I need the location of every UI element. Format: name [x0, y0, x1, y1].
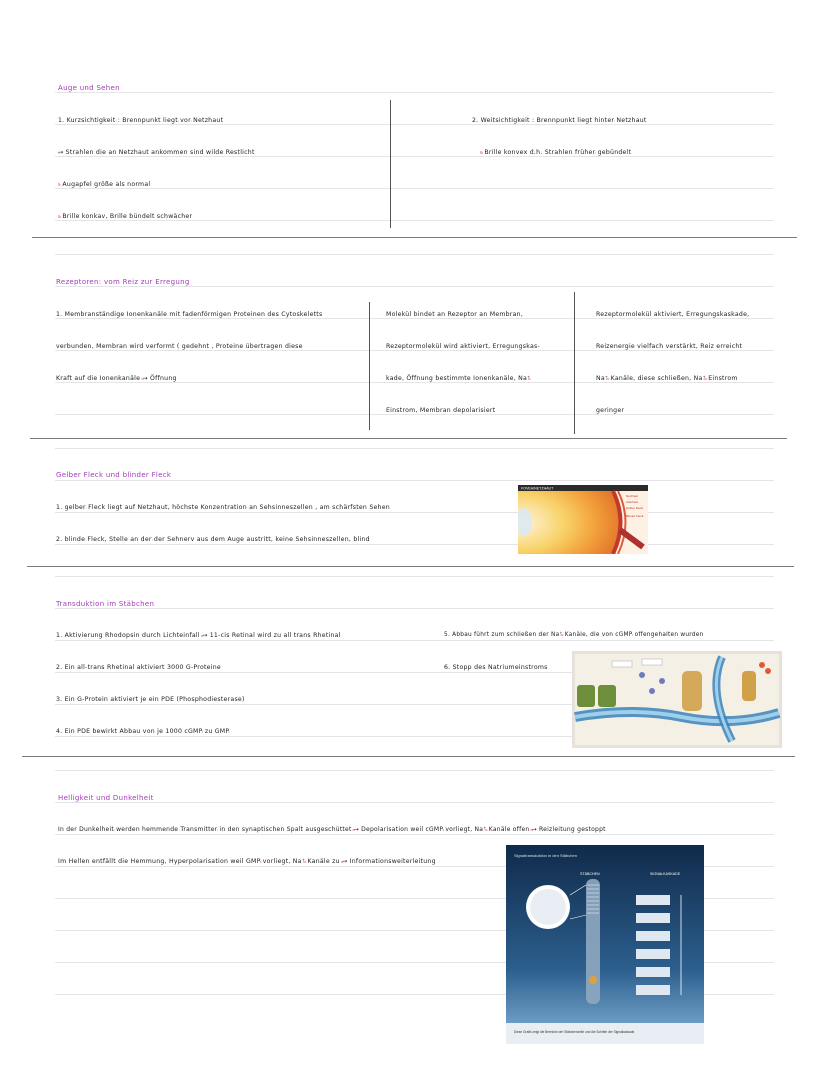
note-line: 1. Kurzsichtigkeit : Brennpunkt liegt vor Netzhaut — [58, 117, 224, 124]
label-netzhaut: Netzhaut — [626, 494, 639, 498]
label-aderhaut: Aderhaut — [626, 500, 639, 504]
image-header: FOVEA/NETZHAUT — [521, 486, 554, 491]
section-divider — [32, 237, 797, 238]
note-line: Rezeptormolekül wird aktiviert, Erregungskas- — [386, 343, 540, 350]
note-line: 2. Weitsichtigkeit : Brennpunkt liegt hinter Netzhaut — [472, 117, 647, 124]
note-line: · Brille konkav, Brille bündelt schwächer — [58, 213, 193, 220]
note-line: In der Dunkelheit werden hemmende Transmitter in den synaptischen Spalt ausgeschüttet → Depolarisation weil cGMP vorliegt, Na⁺ Kanäle offen → Reizleitung gestoppt — [58, 826, 606, 833]
note-line: → Strahlen die an Netzhaut ankommen sind wilde Restlicht — [58, 149, 255, 156]
note-line: Rezeptormolekül aktiviert, Erregungskaskade, — [596, 311, 750, 318]
note-line: Molekül bindet an Rezeptor an Membran, — [386, 311, 524, 318]
section-title: Rezeptoren: vom Reiz zur Erregung — [56, 278, 190, 286]
note-line: Im Hellen entfällt die Hemmung, Hyperpolarisation weil GMP vorliegt, Na⁺ Kanäle zu → Informationsweiterleitung — [58, 858, 436, 865]
section-title: Helligkeit und Dunkelheit — [58, 794, 154, 802]
note-line: 1. Aktivierung Rhodopsin durch Lichteinfall → 11-cis Retinal wird zu all trans Rhetinal — [56, 632, 341, 639]
rod-cell-diagram — [506, 845, 704, 1044]
label-gelber-fleck: Gelber Fleck — [626, 506, 644, 510]
note-line: Einstrom, Membran depolarisiert — [386, 407, 496, 414]
retina-illustration — [518, 485, 648, 554]
note-line: 6. Stopp des Natriumeinstroms — [444, 664, 548, 671]
note-line: · Augapfel größe als normal — [58, 181, 151, 188]
diagram-col-left: STÄBCHEN — [580, 872, 600, 876]
diagram-caption: Diese Grafik zeigt die Bereiche der Stäbchenzelle und die Schritte der Signalkaskade. — [514, 1030, 636, 1034]
note-line: 1. gelber Fleck liegt auf Netzhaut, höchste Konzentration an Sehsinneszellen , am schärfsten Sehen — [56, 504, 390, 511]
section-divider — [30, 438, 787, 439]
diagram-title: Signaltransduktion in den Stäbchen — [514, 853, 577, 858]
note-line: 3. Ein G-Protein aktiviert je ein PDE (Phosphodiesterase) — [56, 696, 245, 703]
note-line: geringer — [596, 407, 625, 414]
section-title: Gelber Fleck und blinder Fleck — [56, 471, 172, 479]
section-divider — [27, 566, 794, 567]
section-title: Auge und Sehen — [58, 84, 120, 92]
column-divider — [574, 292, 575, 434]
section-title: Transduktion im Stäbchen — [56, 600, 155, 608]
note-line: kade, Öffnung bestimmte Ionenkanäle, Na⁺ — [386, 375, 531, 382]
note-line: 5. Abbau führt zum schließen der Na⁺ Kanäle, die von cGMP offengehalten wurden — [444, 632, 704, 638]
column-divider — [390, 100, 391, 228]
note-line: 2. Ein all-trans Rhetinal aktiviert 3000 G-Proteine — [56, 664, 221, 671]
note-line: · Brille konvex d.h. Strahlen früher gebündelt — [480, 149, 632, 156]
note-line: Na⁺ Kanäle, diese schließen, Na⁺ Einstrom — [596, 375, 738, 382]
note-line: Reizenergie vielfach verstärkt, Reiz erreicht — [596, 343, 743, 350]
note-line: 1. Membranständige Ionenkanäle mit fadenförmigen Proteinen des Cytoskeletts — [56, 311, 323, 318]
note-line: verbunden, Membran wird verformt ( gedehnt , Proteine übertragen diese — [56, 343, 303, 350]
note-line: 4. Ein PDE bewirkt Abbau von je 1000 cGMP zu GMP — [56, 728, 230, 735]
label-blinder-fleck: Blinder Fleck — [626, 514, 644, 518]
column-divider — [369, 302, 370, 430]
signal-transduction-photo — [572, 651, 782, 748]
note-line: Kraft auf die Ionenkanäle → Öffnung — [56, 375, 177, 382]
section-divider — [22, 756, 795, 757]
diagram-col-right: SIGNALKASKADE — [650, 872, 681, 876]
note-line: 2. blinde Fleck, Stelle an der der Sehnerv aus dem Auge austritt, keine Sehsinneszellen, blind — [56, 536, 370, 543]
